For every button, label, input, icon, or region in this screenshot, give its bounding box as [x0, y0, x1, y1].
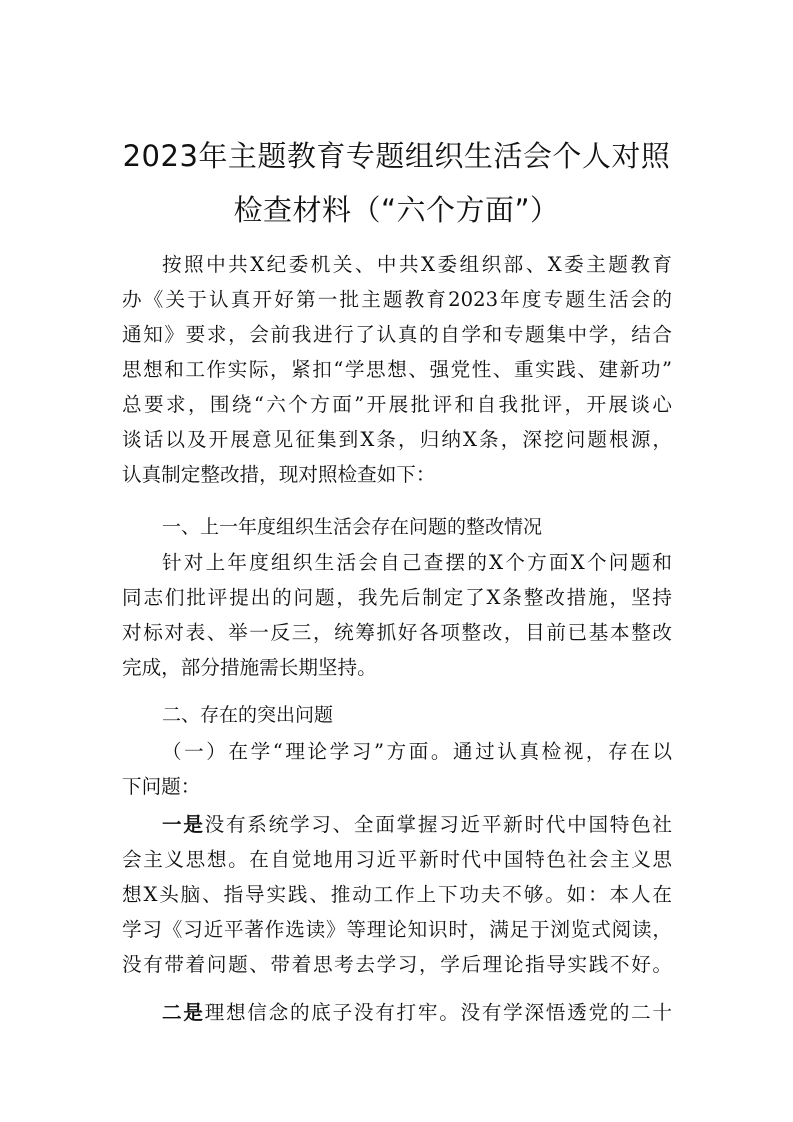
intro-line: 思想和工作实际，紧扣“学思想、强党性、重实践、建新功”	[122, 358, 672, 381]
item-1-lead: 一是	[162, 813, 205, 836]
section-1-heading: 一、上一年度组织生活会存在问题的整改情况	[162, 516, 543, 538]
intro-line: 按照中共X纪委机关、中共X委组织部、X委主题教育	[162, 253, 672, 276]
item-1-first-line	[162, 810, 672, 840]
intro-line: 通知》要求，会前我进行了认真的自学和专题集中学，结合	[122, 323, 672, 346]
item-1-line: 没有带着问题、带着思考去学习，学后理论指导实践不好。	[122, 953, 672, 976]
section-2-heading: 二、存在的突出问题	[162, 704, 334, 726]
intro-line: 办《关于认真开好第一批主题教育2023年度专题生活会的	[122, 288, 672, 311]
document-title-line-2: 检查材料（“六个方面”）	[233, 193, 560, 227]
item-1-line: 会主义思想。在自觉地用习近平新时代中国特色社会主义思	[122, 848, 672, 871]
section-1-line: 同志们批评提出的问题，我先后制定了X条整改措施，坚持	[122, 586, 672, 609]
section-1-line: 完成，部分措施需长期坚持。	[122, 656, 377, 679]
document-title-line-1: 2023年主题教育专题组织生活会个人对照	[122, 139, 671, 173]
intro-line: 谈话以及开展意见征集到X条，归纳X条，深挖问题根源，	[122, 428, 672, 451]
section-1-line: 对标对表、举一反三，统筹抓好各项整改，目前已基本整改	[122, 621, 672, 644]
item-1-text: 没有系统学习、全面掌握习近平新时代中国特色社	[204, 813, 673, 836]
item-2-lead: 二是	[162, 1001, 205, 1024]
item-2-first-line	[162, 998, 672, 1028]
item-2-text: 理想信念的底子没有打牢。没有学深悟透党的二十	[204, 1001, 673, 1024]
subsection-1-line: 下问题：	[122, 775, 201, 798]
item-1-line: 想X头脑、指导实践、推动工作上下功夫不够。如：本人在	[122, 883, 672, 906]
item-1-line: 学习《习近平著作选读》等理论知识时，满足于浏览式阅读，	[122, 918, 672, 941]
intro-line: 总要求，围绕“六个方面”开展批评和自我批评，开展谈心	[122, 393, 672, 416]
subsection-1-line: （一）在学“理论学习”方面。通过认真检视，存在以	[162, 740, 672, 763]
section-1-line: 针对上年度组织生活会自己查摆的X个方面X个问题和	[162, 551, 672, 574]
intro-line: 认真制定整改措，现对照检查如下：	[122, 463, 436, 486]
